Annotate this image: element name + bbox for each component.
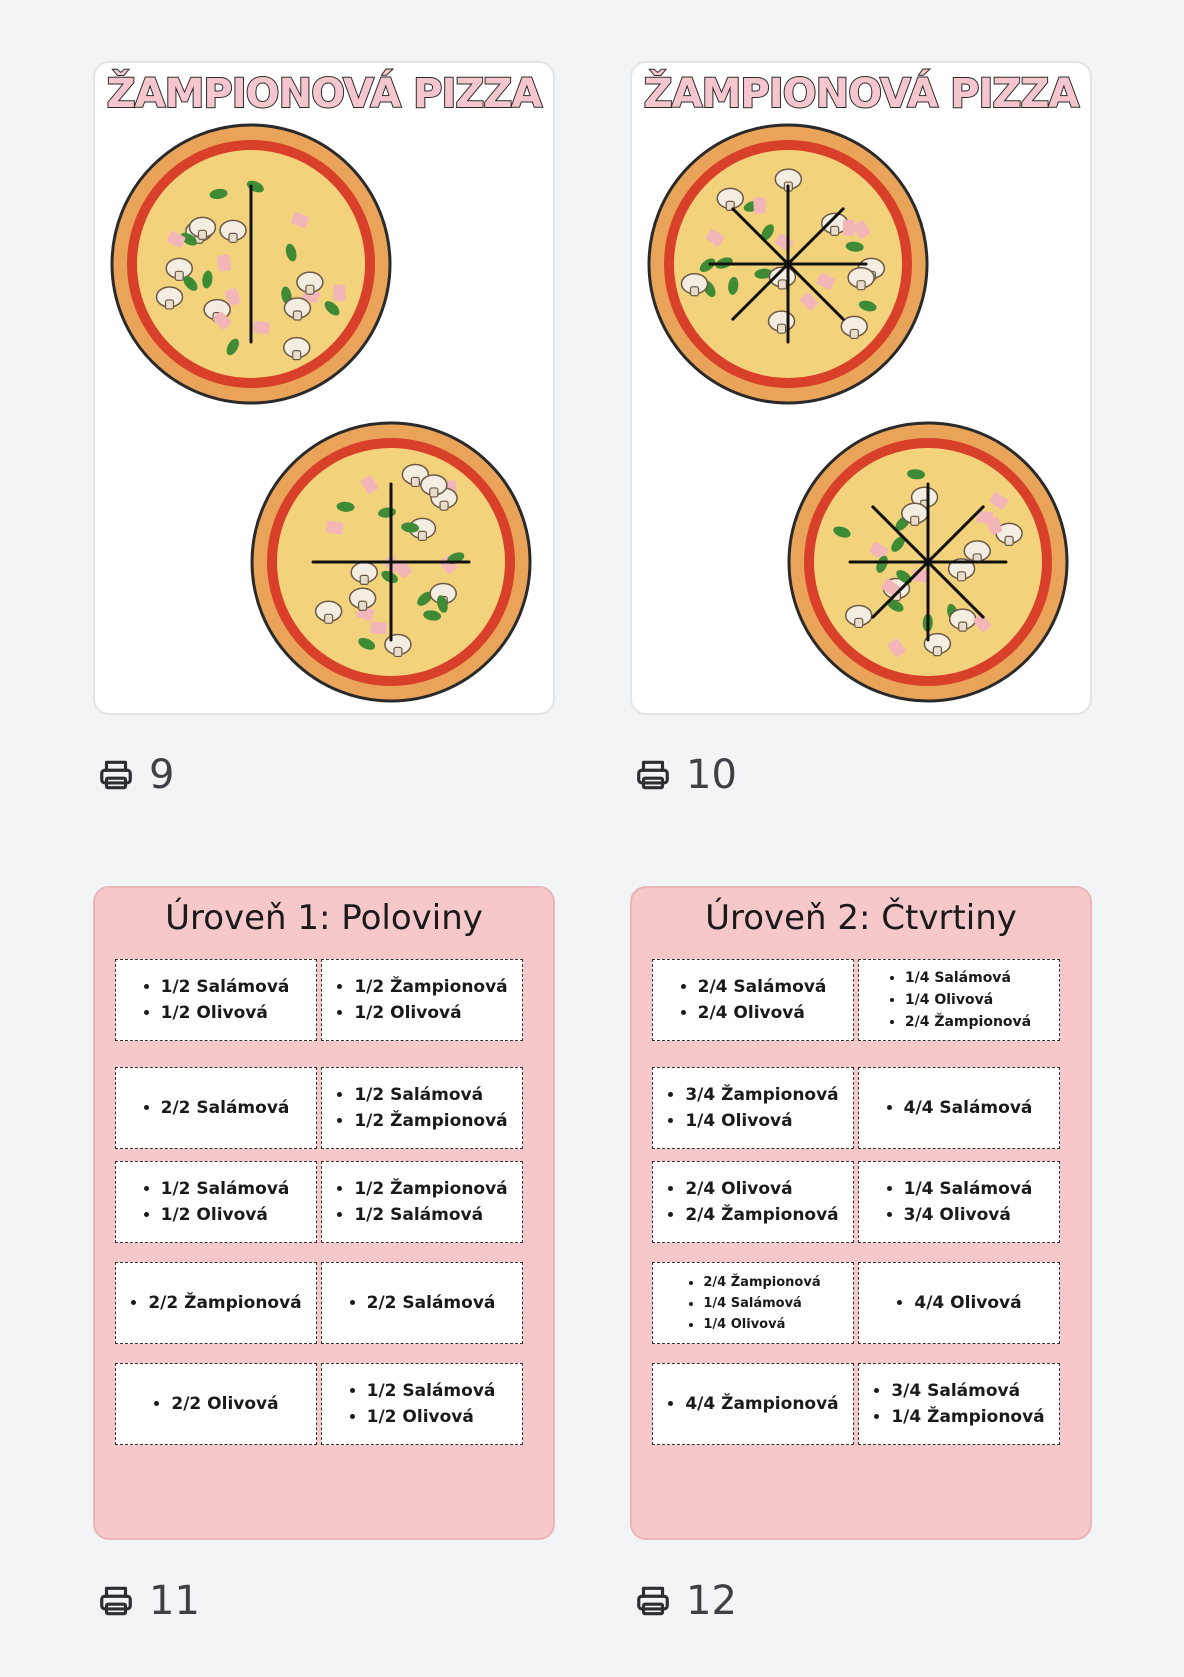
- fraction-label-card: [115, 959, 317, 1041]
- fraction-label-card: [652, 959, 854, 1041]
- fraction-label-card: [321, 1161, 523, 1243]
- page-number: 12: [686, 1578, 737, 1624]
- fraction-item: • 2/2 Salámová: [161, 1095, 290, 1121]
- fraction-label-card: [858, 1161, 1060, 1243]
- fraction-label-card: [652, 1262, 854, 1344]
- fraction-item: • 1/2 Žampionová: [354, 1108, 507, 1134]
- fraction-item: • 1/2 Olivová: [161, 1202, 290, 1228]
- pizza-halves-image: [109, 122, 393, 406]
- fraction-item: • 1/2 Olivová: [354, 1000, 507, 1026]
- fraction-item: • 3/4 Žampionová: [685, 1082, 838, 1108]
- fraction-item: • 2/4 Olivová: [685, 1176, 838, 1202]
- fraction-label-card: [115, 1262, 317, 1344]
- fraction-label-card: [858, 1363, 1060, 1445]
- fraction-item: • 2/2 Salámová: [367, 1290, 496, 1316]
- fraction-label-card: [652, 1363, 854, 1445]
- fraction-item: • 4/4 Žampionová: [685, 1391, 838, 1417]
- printer-icon[interactable]: [634, 1582, 672, 1620]
- fraction-item: • 1/2 Olivová: [161, 1000, 290, 1026]
- fraction-label-card: [115, 1067, 317, 1149]
- fraction-label-card: [321, 959, 523, 1041]
- pizza-eighths-image: [786, 420, 1070, 704]
- fraction-item: • 1/2 Žampionová: [354, 1176, 507, 1202]
- print-page-11[interactable]: [97, 1578, 200, 1624]
- page-number: 9: [149, 752, 175, 798]
- fraction-item: • 1/4 Salámová: [703, 1293, 820, 1314]
- fraction-item: • 1/4 Salámová: [905, 967, 1031, 989]
- fraction-item: • 1/2 Salámová: [161, 1176, 290, 1202]
- pizza-quarters-image: [249, 420, 533, 704]
- worksheet-card-11[interactable]: [93, 886, 555, 1540]
- fraction-label-card: [321, 1363, 523, 1445]
- page-number: 10: [686, 752, 737, 798]
- fraction-item: • 1/4 Olivová: [685, 1108, 838, 1134]
- fraction-item: • 1/4 Olivová: [905, 989, 1031, 1011]
- pizza-eighths-image: [646, 122, 930, 406]
- printer-icon[interactable]: [97, 1582, 135, 1620]
- fraction-item: • 1/2 Salámová: [161, 974, 290, 1000]
- fraction-item: • 2/4 Salámová: [698, 974, 827, 1000]
- fraction-item: • 1/2 Salámová: [367, 1378, 496, 1404]
- fraction-item: • 1/4 Žampionová: [891, 1404, 1044, 1430]
- print-page-12[interactable]: [634, 1578, 737, 1624]
- fraction-label-card: [858, 959, 1060, 1041]
- level-title: Úroveň 2: Čtvrtiny: [705, 898, 1017, 938]
- fraction-label-card: [115, 1161, 317, 1243]
- fraction-item: • 2/4 Žampionová: [685, 1202, 838, 1228]
- fraction-item: • 3/4 Olivová: [904, 1202, 1033, 1228]
- fraction-label-card: [652, 1067, 854, 1149]
- worksheet-card-10[interactable]: [630, 61, 1092, 715]
- fraction-label-card: [858, 1262, 1060, 1344]
- fraction-item: • 3/4 Salámová: [891, 1378, 1044, 1404]
- fraction-item: • 2/2 Žampionová: [148, 1290, 301, 1316]
- fraction-item: • 1/2 Žampionová: [354, 974, 507, 1000]
- fraction-item: • 2/4 Žampionová: [703, 1272, 820, 1293]
- fraction-item: • 1/4 Olivová: [703, 1314, 820, 1335]
- print-page-9[interactable]: [97, 752, 174, 798]
- fraction-item: • 1/2 Salámová: [354, 1202, 507, 1228]
- fraction-item: • 1/2 Salámová: [354, 1082, 507, 1108]
- worksheet-card-9[interactable]: [93, 61, 555, 715]
- printer-icon[interactable]: [634, 756, 672, 794]
- fraction-label-card: [858, 1067, 1060, 1149]
- fraction-label-card: [115, 1363, 317, 1445]
- print-page-10[interactable]: [634, 752, 737, 798]
- level-title: Úroveň 1: Poloviny: [165, 898, 483, 938]
- pizza-title: ŽAMPIONOVÁ PIZZA: [106, 71, 542, 117]
- fraction-item: • 1/4 Salámová: [904, 1176, 1033, 1202]
- fraction-item: • 4/4 Olivová: [914, 1290, 1021, 1316]
- fraction-label-card: [321, 1262, 523, 1344]
- fraction-item: • 2/2 Olivová: [171, 1391, 278, 1417]
- fraction-label-card: [652, 1161, 854, 1243]
- fraction-item: • 2/4 Žampionová: [905, 1011, 1031, 1033]
- worksheet-card-12[interactable]: [630, 886, 1092, 1540]
- page-number: 11: [149, 1578, 200, 1624]
- fraction-item: • 1/2 Olivová: [367, 1404, 496, 1430]
- fraction-item: • 2/4 Olivová: [698, 1000, 827, 1026]
- fraction-label-card: [321, 1067, 523, 1149]
- pizza-title: ŽAMPIONOVÁ PIZZA: [643, 71, 1079, 117]
- fraction-item: • 4/4 Salámová: [904, 1095, 1033, 1121]
- printer-icon[interactable]: [97, 756, 135, 794]
